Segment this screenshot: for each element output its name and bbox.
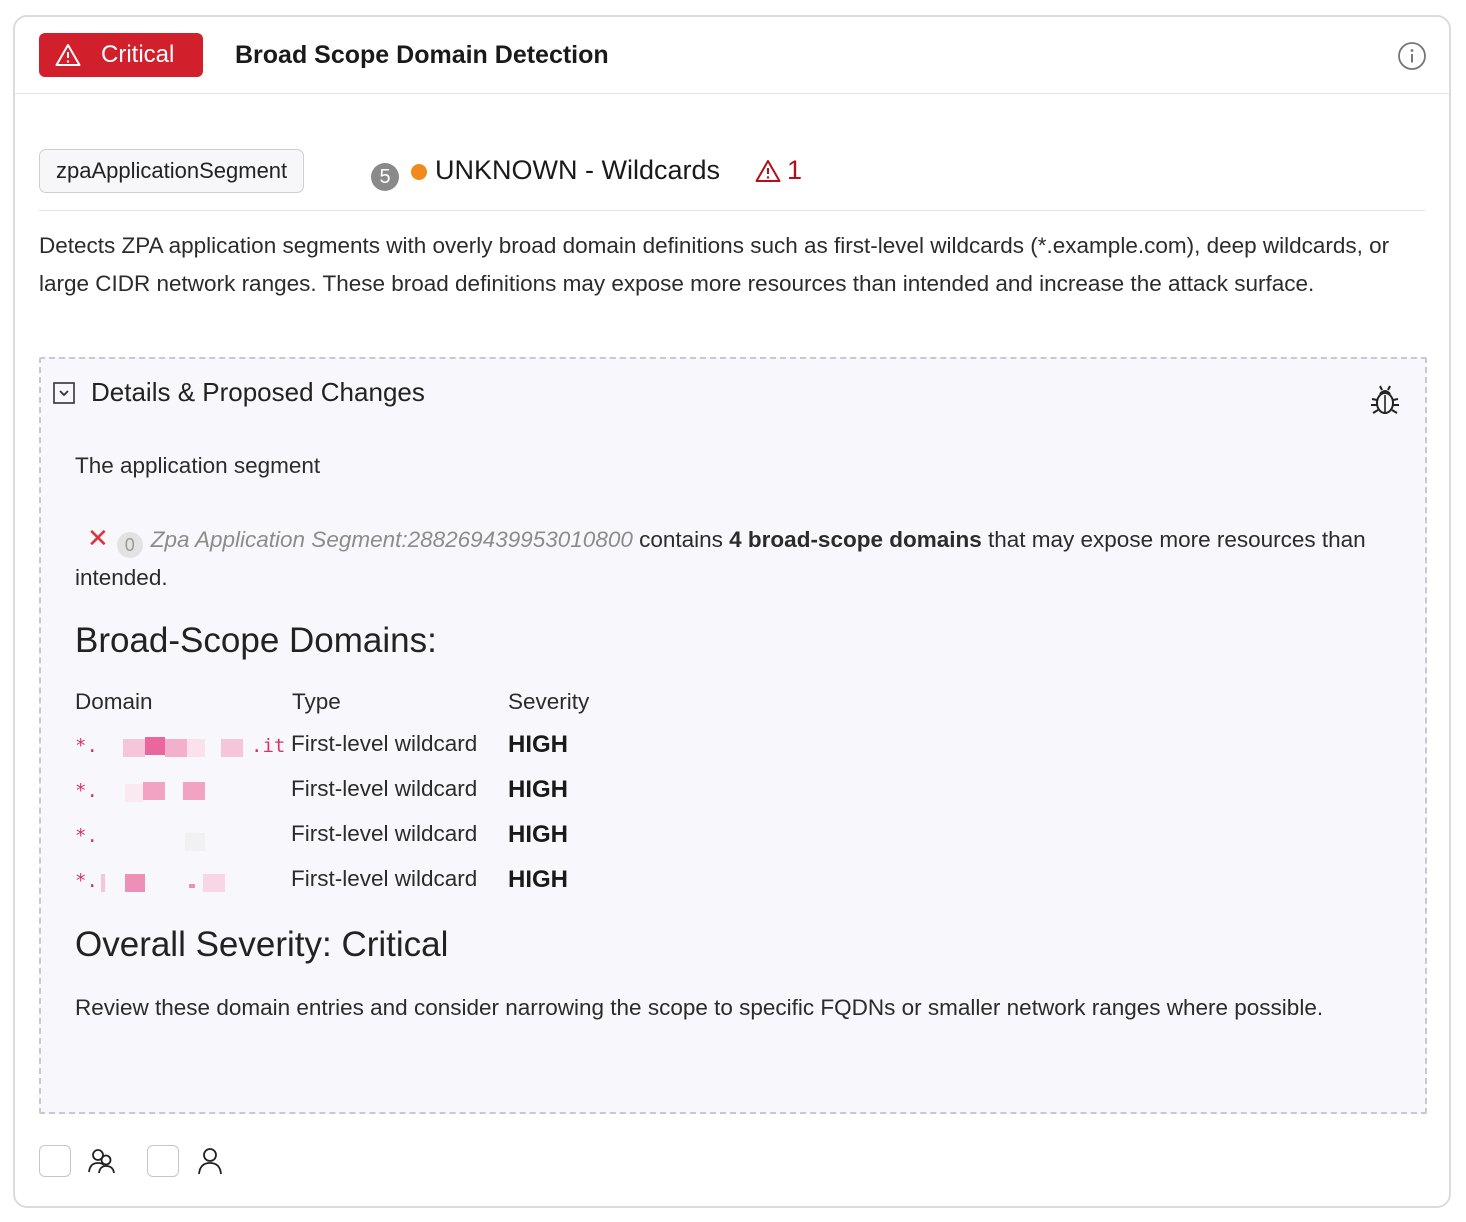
redacted-block: [203, 874, 225, 892]
type-cell: First-level wildcard: [291, 731, 478, 756]
collapse-toggle-icon[interactable]: [53, 382, 75, 404]
user-icon[interactable]: [195, 1146, 225, 1176]
type-cell: First-level wildcard: [291, 821, 478, 846]
domain-prefix: *.: [75, 735, 98, 757]
domain-prefix: *.: [75, 825, 98, 847]
redacted-block: [165, 739, 187, 757]
finding-text: [75, 519, 1385, 597]
redacted-block: [221, 739, 243, 757]
details-panel: [39, 357, 1427, 1114]
severity-cell: HIGH: [508, 821, 568, 848]
domain-prefix: *.: [75, 780, 98, 802]
domain-cell: [75, 780, 291, 806]
details-title: Details & Proposed Changes: [91, 377, 425, 407]
info-icon[interactable]: [1397, 41, 1427, 71]
redacted-block: [125, 874, 145, 892]
rule-description: Detects ZPA application segments with overly broad domain definitions such as first-level wildcards (*.example.com), deep wildcards, or large CIDR network ranges. These broad definitions may expose more resources than intended and increase the attack surface.: [39, 233, 1390, 296]
severity-cell: HIGH: [508, 866, 568, 893]
table-row: [75, 772, 675, 812]
table-row: [75, 862, 675, 902]
user-assign-checkbox[interactable]: [147, 1145, 179, 1177]
domain-cell: [75, 735, 291, 761]
card-header: [15, 17, 1449, 94]
warning-count-value: 1: [787, 155, 803, 185]
redacted-block: [185, 833, 205, 851]
redacted-block: [125, 784, 143, 802]
severity-label: Critical: [101, 41, 175, 68]
domain-prefix: *.: [75, 870, 98, 892]
warning-icon: [755, 159, 781, 183]
type-cell: First-level wildcard: [291, 866, 478, 891]
domains-heading: Broad-Scope Domains:: [75, 621, 437, 660]
table-row: [75, 727, 675, 767]
segment-intro: The application segment: [75, 453, 321, 478]
group-assign-checkbox[interactable]: [39, 1145, 71, 1177]
redacted-block: [145, 737, 165, 755]
type-cell: First-level wildcard: [291, 776, 478, 801]
redacted-block: [123, 739, 145, 757]
entity-type-tag[interactable]: zpaApplicationSegment: [39, 149, 304, 193]
finding-rest: that may expose more resources than intended.: [75, 527, 1366, 590]
review-recommendation: Review these domain entries and consider narrowing the scope to specific FQDNs or smaller network ranges where possible.: [75, 995, 1324, 1020]
fail-icon: ✕: [87, 523, 109, 553]
status-text: UNKNOWN - Wildcards: [435, 155, 721, 185]
zero-count-badge: 0: [117, 532, 143, 558]
column-header-severity: Severity: [508, 689, 590, 714]
column-header-domain: Domain: [75, 689, 153, 714]
entity-row: [39, 149, 1425, 211]
users-icon[interactable]: [87, 1146, 117, 1176]
status-dot: [411, 164, 427, 180]
entity-count-badge: 5: [371, 163, 399, 191]
domain-suffix: .it: [251, 735, 286, 757]
warning-icon: [55, 43, 81, 67]
overall-severity: Overall Severity: Critical: [75, 925, 449, 964]
severity-cell: HIGH: [508, 776, 568, 803]
footer-actions: [39, 1145, 255, 1177]
severity-badge: [39, 33, 203, 77]
redacted-block: [101, 874, 105, 892]
domain-cell: [75, 870, 291, 896]
domain-cell: [75, 825, 291, 851]
finding-contains: contains: [632, 527, 730, 552]
warning-count[interactable]: [755, 155, 802, 186]
details-toggle[interactable]: [53, 377, 425, 408]
finding-card: [13, 15, 1451, 1208]
severity-cell: HIGH: [508, 731, 568, 758]
redacted-block: [183, 782, 205, 800]
redacted-block: [189, 884, 195, 888]
redacted-block: [187, 739, 205, 757]
segment-reference[interactable]: Zpa Application Segment:288269439953010800: [150, 527, 633, 552]
column-header-type: Type: [292, 689, 341, 714]
card-title: Broad Scope Domain Detection: [235, 41, 609, 69]
table-row: [75, 817, 675, 857]
bug-icon[interactable]: [1369, 383, 1401, 417]
redacted-block: [143, 782, 165, 800]
finding-count: 4 broad-scope domains: [729, 527, 982, 552]
